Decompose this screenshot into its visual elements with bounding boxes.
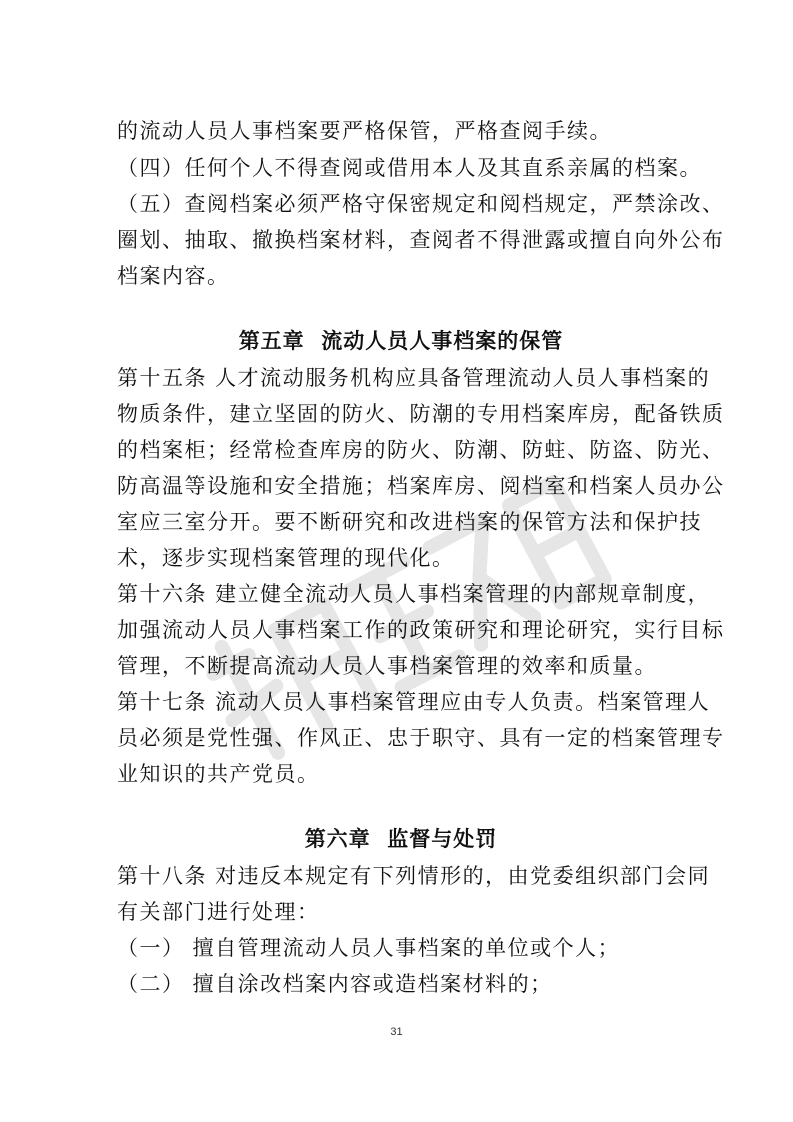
chapter-5-line-7: 第十六条 建立健全流动人员人事档案管理的内部规章制度， bbox=[117, 582, 711, 606]
chapter-5-line-9: 管理，不断提高流动人员人事档案管理的效率和质量。 bbox=[117, 654, 657, 678]
chapter-5-line-5: 室应三室分开。要不断研究和改进档案的保管方法和保护技 bbox=[117, 510, 702, 534]
body-line-4: 圈划、抽取、撤换档案材料，查阅者不得泄露或擅自向外公布 bbox=[117, 228, 725, 252]
body-line-5: 档案内容。 bbox=[117, 264, 230, 288]
chapter-5-line-10: 第十七条 流动人员人事档案管理应由专人负责。档案管理人 bbox=[117, 690, 711, 714]
chapter-5-line-6: 术，逐步实现档案管理的现代化。 bbox=[117, 546, 455, 570]
chapter-5-line-3: 的档案柜；经常检查库房的防火、防潮、防蛀、防盗、防光、 bbox=[117, 438, 725, 462]
chapter-5-heading: 第五章 流动人员人事档案的保管 bbox=[238, 329, 564, 353]
body-line-1: 的流动人员人事档案要严格保管，严格查阅手续。 bbox=[117, 119, 612, 143]
chapter-6-line-4: （二） 擅自涂改档案内容或造档案材料的； bbox=[117, 972, 553, 996]
chapter-5-line-12: 业知识的共产党员。 bbox=[117, 762, 320, 786]
chapter-5-line-4: 防高温等设施和安全措施；档案库房、阅档室和档案人员办公 bbox=[117, 474, 725, 498]
chapter-5-line-1: 第十五条 人才流动服务机构应具备管理流动人员人事档案的 bbox=[117, 366, 711, 390]
chapter-6-line-3: （一） 擅自管理流动人员人事档案的单位或个人； bbox=[117, 936, 621, 960]
chapter-6-line-2: 有关部门进行处理： bbox=[117, 900, 320, 924]
chapter-6-heading: 第六章 监督与处罚 bbox=[304, 827, 498, 851]
chapter-5-line-11: 员必须是党性强、作风正、忠于职守、具有一定的档案管理专 bbox=[117, 726, 725, 750]
chapter-5-line-8: 加强流动人员人事档案工作的政策研究和理论研究，实行目标 bbox=[117, 618, 725, 642]
chapter-6-line-1: 第十八条 对违反本规定有下列情形的，由党委组织部门会同 bbox=[117, 864, 711, 888]
body-line-3: （五）查阅档案必须严格守保密规定和阅档规定，严禁涂改、 bbox=[117, 192, 725, 216]
page-number: 31 bbox=[390, 1026, 403, 1038]
chapter-5-line-2: 物质条件，建立坚固的防火、防潮的专用档案库房，配备铁质 bbox=[117, 402, 725, 426]
body-line-2: （四）任何个人不得查阅或借用本人及其直系亲属的档案。 bbox=[117, 156, 702, 180]
